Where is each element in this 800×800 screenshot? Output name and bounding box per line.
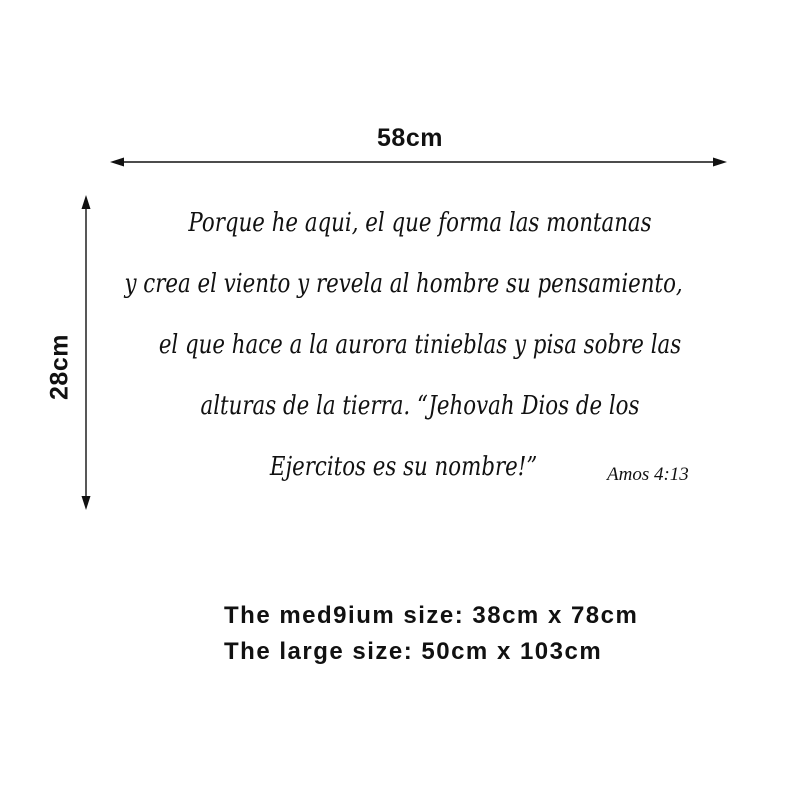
quote-line: Porque he aqui, el que forma las montanas [188, 208, 652, 238]
scripture-reference: Amos 4:13 [607, 464, 689, 485]
height-dimension-label: 28cm [45, 334, 74, 400]
size-info [224, 598, 638, 670]
large-size-text: The large size: 50cm x 103cm [224, 638, 603, 665]
medium-size-text: The med9ium size: 38cm x 78cm [224, 602, 639, 629]
height-arrow [82, 195, 91, 510]
quote-line: y crea el viento y revela al hombre su pensamiento, [124, 269, 683, 299]
quote-line: Ejercitos es su nombre!” [269, 452, 538, 482]
quote-text [124, 198, 687, 503]
quote-line: alturas de la tierra. “Jehovah Dios de los [200, 391, 640, 421]
width-arrow [110, 158, 727, 167]
width-dimension-label: 58cm [377, 124, 443, 152]
quote-line: el que hace a la aurora tinieblas y pisa sobre las [158, 330, 682, 360]
